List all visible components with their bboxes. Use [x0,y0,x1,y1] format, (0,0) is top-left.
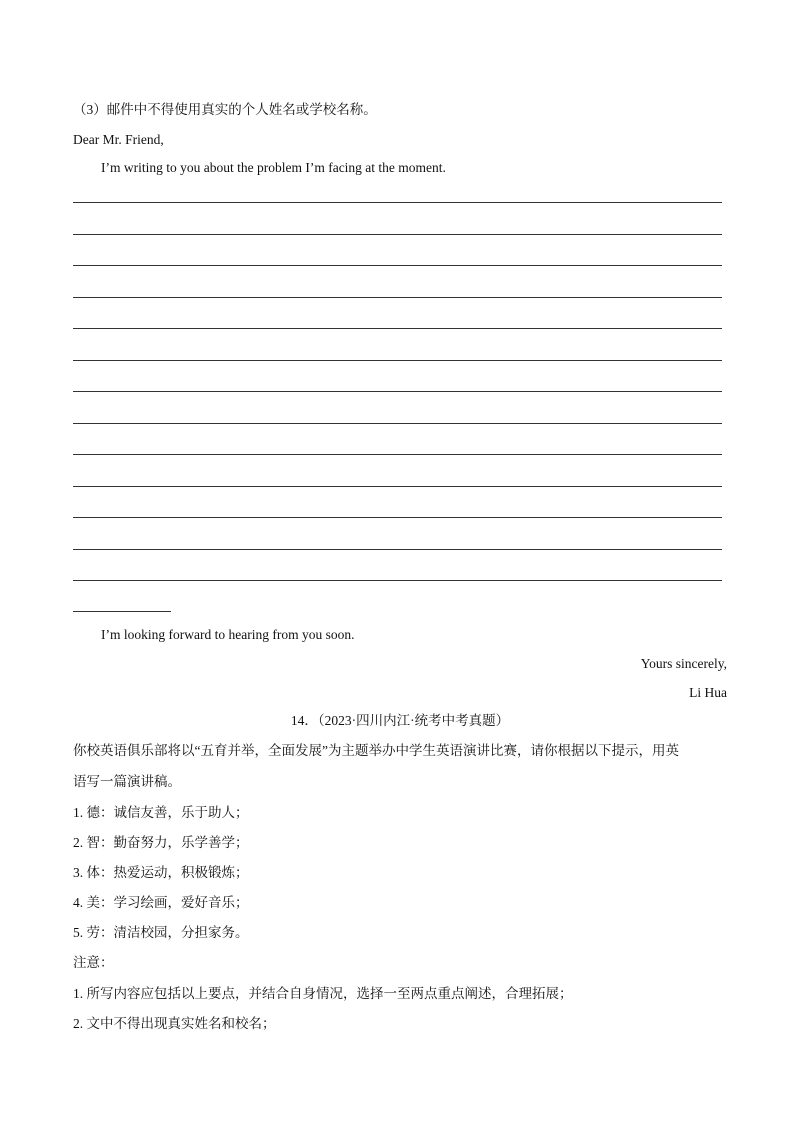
question-14-intro-cont: 语写一篇演讲稿。 [73,774,181,789]
letter-closing: I’m looking forward to hearing from you soon. [101,627,355,642]
writing-line[interactable] [73,580,722,581]
writing-line[interactable] [73,360,722,361]
writing-line[interactable] [73,391,722,392]
point-5: 5. 劳：清洁校园，分担家务。 [73,925,249,940]
requirement-3: （3）邮件中不得使用真实的个人姓名或学校名称。 [73,102,377,117]
writing-line[interactable] [73,423,722,424]
letter-signoff: Yours sincerely, [640,656,727,671]
letter-signature: Li Hua [689,685,727,700]
question-14-intro: 你校英语俱乐部将以“五育并举，全面发展”为主题举办中学生英语演讲比赛，请你根据以下提示，用英 [73,743,679,758]
writing-line-short[interactable] [73,611,171,612]
writing-line[interactable] [73,486,722,487]
question-14-header: 14．（2023·四川内江·统考中考真题） [290,713,510,728]
point-1: 1. 德：诚信友善，乐于助人； [73,805,249,820]
writing-line[interactable] [73,297,722,298]
writing-line[interactable] [73,517,722,518]
letter-greeting: Dear Mr. Friend, [73,132,164,147]
writing-line[interactable] [73,234,722,235]
point-2: 2. 智：勤奋努力，乐学善学； [73,835,249,850]
notes-label: 注意： [73,955,114,970]
note-2: 2. 文中不得出现真实姓名和校名； [73,1016,276,1031]
point-4: 4. 美：学习绘画，爱好音乐； [73,895,249,910]
writing-line[interactable] [73,454,722,455]
writing-line[interactable] [73,202,722,203]
note-1: 1. 所写内容应包括以上要点，并结合自身情况，选择一至两点重点阐述，合理拓展； [73,986,573,1001]
writing-line[interactable] [73,549,722,550]
writing-line[interactable] [73,265,722,266]
letter-opening: I’m writing to you about the problem I’m facing at the moment. [101,160,446,175]
point-3: 3. 体：热爱运动，积极锻炼； [73,865,249,880]
writing-line[interactable] [73,328,722,329]
